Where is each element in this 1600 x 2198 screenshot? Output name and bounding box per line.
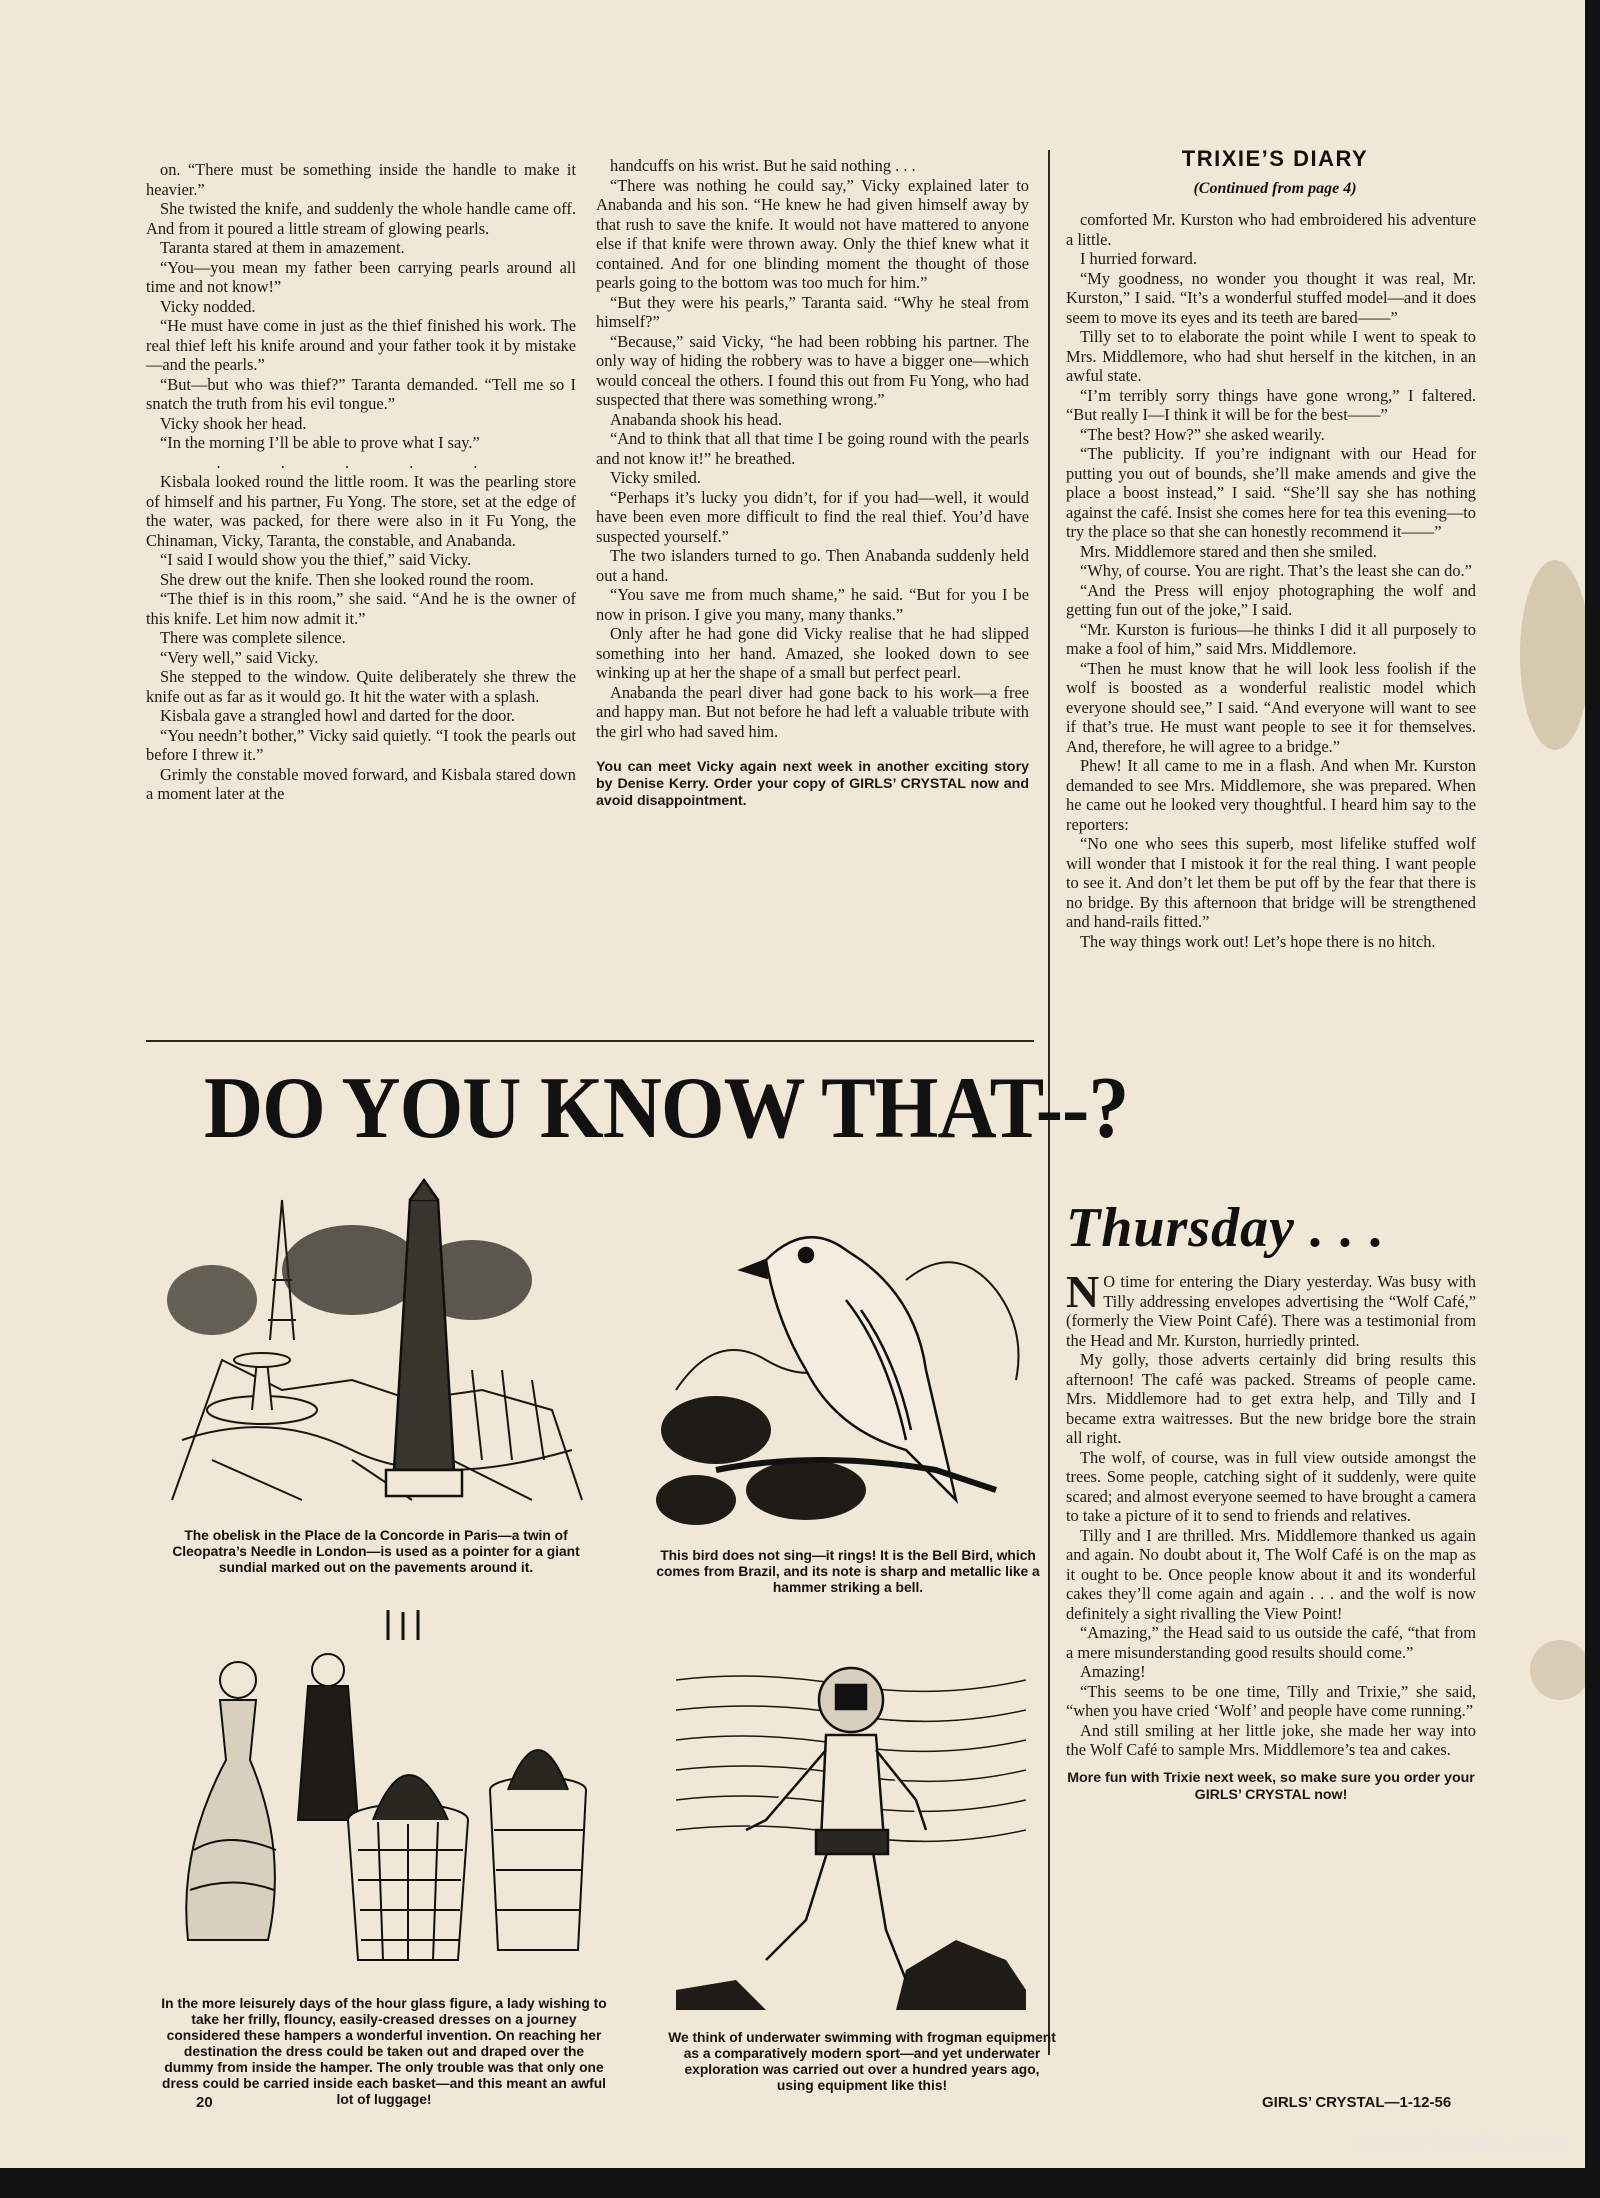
paragraph: Kisbala gave a strangled howl and darted for the door.: [160, 706, 516, 725]
paragraph: “But—but who was thief?” Taranta demanded. “Tell me so I snatch the truth from his evil tongue.”: [146, 374, 576, 413]
paragraph: “Perhaps it’s lucky you didn’t, for if you had—well, it would have been even more difficult to find the real thief. You’d have suspected yourself.”: [596, 487, 1029, 546]
paragraph: Tilly set to to elaborate the point while I went to speak to Mrs. Middlemore, who had shut herself in the kitchen, in an awful state.: [1066, 327, 1476, 385]
issue-footer: GIRLS’ CRYSTAL—1-12-56: [1262, 2094, 1452, 2111]
paragraph: “Why, of course. You are right. That’s the least she can do.”: [1080, 561, 1472, 580]
paragraph: “I’m terribly sorry things have gone wrong,” I faltered. “But really I—I think it will be for the best——”: [1066, 385, 1476, 424]
feature-heading: DO YOU KNOW THAT--?: [204, 1060, 1129, 1157]
paragraph: “He must have come in just as the thief finished his work. The real thief left his knife around and your father took it by mistake—and the pearls.”: [146, 316, 576, 374]
paragraph: Grimly the constable moved forward, and Kisbala stared down a moment later at the: [146, 764, 576, 803]
paragraph: “And to think that all that time I be going round with the pearls and not know it!” he breathed.: [596, 429, 1029, 468]
paragraph: She drew out the knife. Then she looked round the room.: [160, 569, 534, 589]
paragraph: She twisted the knife, and suddenly the whole handle came off. And from it poured a little stream of glowing pearls.: [146, 199, 576, 238]
paragraph: “Amazing,” the Head said to us outside the café, “that from a mere misunderstanding good results should come.”: [1066, 1623, 1476, 1662]
story-promo: You can meet Vicky again next week in another exciting story by Denise Kerry. Order your copy of GIRLS’ CRYSTAL now and avoid disappointment.: [596, 759, 1029, 809]
section-divider: [146, 1040, 1034, 1042]
paragraph: comforted Mr. Kurston who had embroidered his adventure a little.: [1066, 210, 1476, 249]
paragraph: “Very well,” said Vicky.: [160, 647, 319, 667]
paragraph: “Then he must know that he will look less foolish if the wolf is boosted as a wonderful realistic model which everyone should see,” I said. “And everyone will want to see if that’s true. He must want people to see it for themselves. And, therefore, he will agree to a bridge.”: [1066, 658, 1476, 756]
paragraph: “I said I would show you the thief,” said Vicky.: [160, 550, 472, 569]
diary-column-continued: [1066, 1266, 1476, 1804]
paragraph: Amazing!: [1080, 1662, 1146, 1681]
paragraph: Vicky nodded.: [160, 296, 256, 316]
hamper-caption: In the more leisurely days of the hour glass figure, a lady wishing to take her frilly, flouncy, easily-creased dresses on a journey considered these hampers a wonderful invention. On reaching her destination the dress could be taken out and draped over the dummy from inside the hamper. The only trouble was that only one dress could be carried inside each basket—and this meant an awful lot of luggage!: [161, 1996, 607, 2107]
paragraph: Kisbala looked round the little room. It was the pearling store of himself and his partner, Fu Yong. The store, set at the edge of the water, was packed, for there were also in it Fu Yong, the Chinaman, Vicky, Taranta, the constable, and Anabanda.: [146, 472, 576, 550]
page-number: 20: [196, 2094, 213, 2111]
paragraph: “Mr. Kurston is furious—he thinks I did it all purposely to make a fool of him,” said Mrs. Middlemore.: [1066, 619, 1476, 658]
diary-day-heading: Thursday . . .: [1066, 1197, 1385, 1259]
paragraph: “The thief is in this room,” she said. “And he is the owner of this knife. Let him now admit it.”: [146, 589, 576, 628]
paragraph: Anabanda the pearl diver had gone back to his work—a free and happy man. But not before he had left a valuable tribute with the girl who had saved him.: [596, 682, 1029, 741]
paragraph: There was complete silence.: [160, 628, 346, 647]
obelisk-illustration: [152, 1160, 592, 1520]
paragraph: “Because,” said Vicky, “he had been robbing his partner. The only way of hiding the robbery was to have a bigger one—which would conceal the others. I found this out from Fu Yong, who had suspected that there was something wrong.”: [596, 331, 1029, 409]
diary-column: [1066, 210, 1476, 951]
paper-stain: [1520, 560, 1585, 750]
drop-cap: N: [1066, 1266, 1100, 1317]
paragraph: Anabanda shook his head.: [610, 409, 783, 429]
paper-stain: [1530, 1640, 1585, 1700]
paragraph: Mrs. Middlemore stared and then she smiled.: [1080, 541, 1377, 561]
story-column-2: [596, 156, 1029, 810]
paragraph: She stepped to the window. Quite deliberately she threw the knife out as far as it would go. It hit the water with a splash.: [146, 667, 576, 706]
paragraph: And still smiling at her little joke, she made her way into the Wolf Café to sample Mrs. Middlemore’s tea and cakes.: [1066, 1720, 1476, 1759]
paragraph: Vicky smiled.: [610, 468, 701, 487]
paragraph: “You save me from much shame,” he said. “But for you I be now in prison. I give you many, many thanks.”: [596, 585, 1029, 624]
paragraph: on. “There must be something inside the handle to make it heavier.”: [146, 160, 576, 199]
diving-helmet-icon: [819, 1668, 883, 1732]
diary-paragraph: O time for entering the Diary yesterday. Was busy with Tilly addressing envelopes advertising the “Wolf Café,” (formerly the View Point Café). There was a testimonial from the Head and Mr. Kurston, hurriedly printed.: [1066, 1272, 1476, 1350]
diary-title: TRIXIE’S DIARY: [1181, 146, 1369, 171]
diary-promo: More fun with Trixie next week, so make sure you order your GIRLS’ CRYSTAL now!: [1067, 1769, 1475, 1803]
hamper-illustration: [158, 1590, 598, 1990]
paragraph: The wolf, of course, was in full view outside amongst the trees. Some people, catching sight of it suddenly, were quite scared; and almost everyone seemed to have brought a camera to take a picture of it to send to friends and relatives.: [1066, 1447, 1476, 1525]
paragraph: “But they were his pearls,” Taranta said. “Why he steal from himself?”: [596, 292, 1029, 331]
watermark-text: comicbooks.com: [1352, 2128, 1570, 2158]
paragraph: I hurried forward.: [1080, 249, 1197, 268]
paragraph: Tilly and I are thrilled. Mrs. Middlemore thanked us again and again. No doubt about it, The Wolf Café is on the map as it ought to be. Once people know about it and its wonderful cakes they’ll come again and again . . . and the wolf is now definitely a sight rivalling the View Point!: [1066, 1525, 1476, 1623]
frogman-illustration: [676, 1640, 1026, 2010]
obelisk-caption: The obelisk in the Place de la Concorde in Paris—a twin of Cleopatra’s Needle in London—is used as a pointer for a giant sundial marked out on the pavements around it.: [172, 1528, 580, 1575]
paragraph: My golly, those adverts certainly did bring results this afternoon! The café was packed. Streams of people came. Mrs. Middlemore had to get extra help, and Tilly and I became extra waitresses. But the new bridge bore the strain all right.: [1066, 1350, 1476, 1447]
scene-break: . . . . .: [216, 452, 506, 472]
story-column-1: [146, 160, 576, 804]
paragraph: Taranta stared at them in amazement.: [160, 238, 405, 257]
paragraph: “The publicity. If you’re indignant with our Head for putting you out of bounds, she’ll make amends and give the place a boost instead,” I said. “She’ll say she has nothing against the café. Insist she comes here for tea this evening—to try the place so that she can honestly recommend it——”: [1066, 444, 1476, 541]
paragraph: handcuffs on his wrist. But he said nothing . . .: [610, 156, 916, 175]
paragraph: The way things work out! Let’s hope there is no hitch.: [1080, 931, 1436, 951]
paragraph: Phew! It all came to me in a flash. And when Mr. Kurston demanded to see Mrs. Middlemore, she was prepared. When he came out he looked very thoughtful. I heard him say to the reporters:: [1066, 756, 1476, 834]
diary-continued-note: (Continued from page 4): [1193, 180, 1357, 197]
paragraph: The two islanders turned to go. Then Anabanda suddenly held out a hand.: [596, 546, 1029, 585]
hamper-icon: [490, 1750, 586, 1950]
frogman-caption: We think of underwater swimming with frogman equipment as a comparatively modern sport—and yet underwater exploration was carried out over a hundred years ago, using equipment like this!: [668, 2030, 1056, 2093]
paragraph: “This seems to be one time, Tilly and Trixie,” she said, “when you have cried ‘Wolf’ and people have come running.”: [1066, 1681, 1476, 1720]
paragraph: Only after he had gone did Vicky realise that he had slipped something into her hand. Amazed, she looked down to see winking up at her the shape of a small but perfect pearl.: [596, 624, 1029, 682]
paragraph: “In the morning I’ll be able to prove what I say.”: [160, 433, 480, 452]
bird-caption: This bird does not sing—it rings! It is the Bell Bird, which comes from Brazil, and its note is sharp and metallic like a hammer striking a bell.: [656, 1548, 1040, 1595]
paragraph: “The best? How?” she asked wearily.: [1080, 424, 1325, 444]
paragraph: “My goodness, no wonder you thought it was real, Mr. Kurston,” I said. “It’s a wonderful stuffed model—and it does seem to move its eyes and its teeth are bared——”: [1066, 268, 1476, 327]
paragraph: “You needn’t bother,” Vicky said quietly. “I took the pearls out before I threw it.”: [146, 725, 576, 764]
paragraph: “And the Press will enjoy photographing the wolf and getting fun out of the joke,” I said.: [1066, 580, 1476, 619]
paragraph: “There was nothing he could say,” Vicky explained later to Anabanda and his son. “He knew he had given himself away by that rush to save the knife. It would not have mattered to anyone else if that knife were thrown away. Only the thief knew what it contained. And for one blinding moment the thought of those pearls going to the bottom was too much for him.”: [596, 175, 1029, 292]
bell-bird-illustration: [656, 1200, 1036, 1530]
paragraph: Vicky shook her head.: [160, 413, 307, 433]
paragraph: “You—you mean my father been carrying pearls around all time and not know!”: [146, 257, 576, 296]
paragraph: “No one who sees this superb, most lifelike stuffed wolf will wonder that I mistook it for the real thing. I want people to see it. And don’t let them be put off by the fear that there is no bridge. By this afternoon that bridge will be strengthened and hand-rails fitted.”: [1066, 834, 1476, 931]
